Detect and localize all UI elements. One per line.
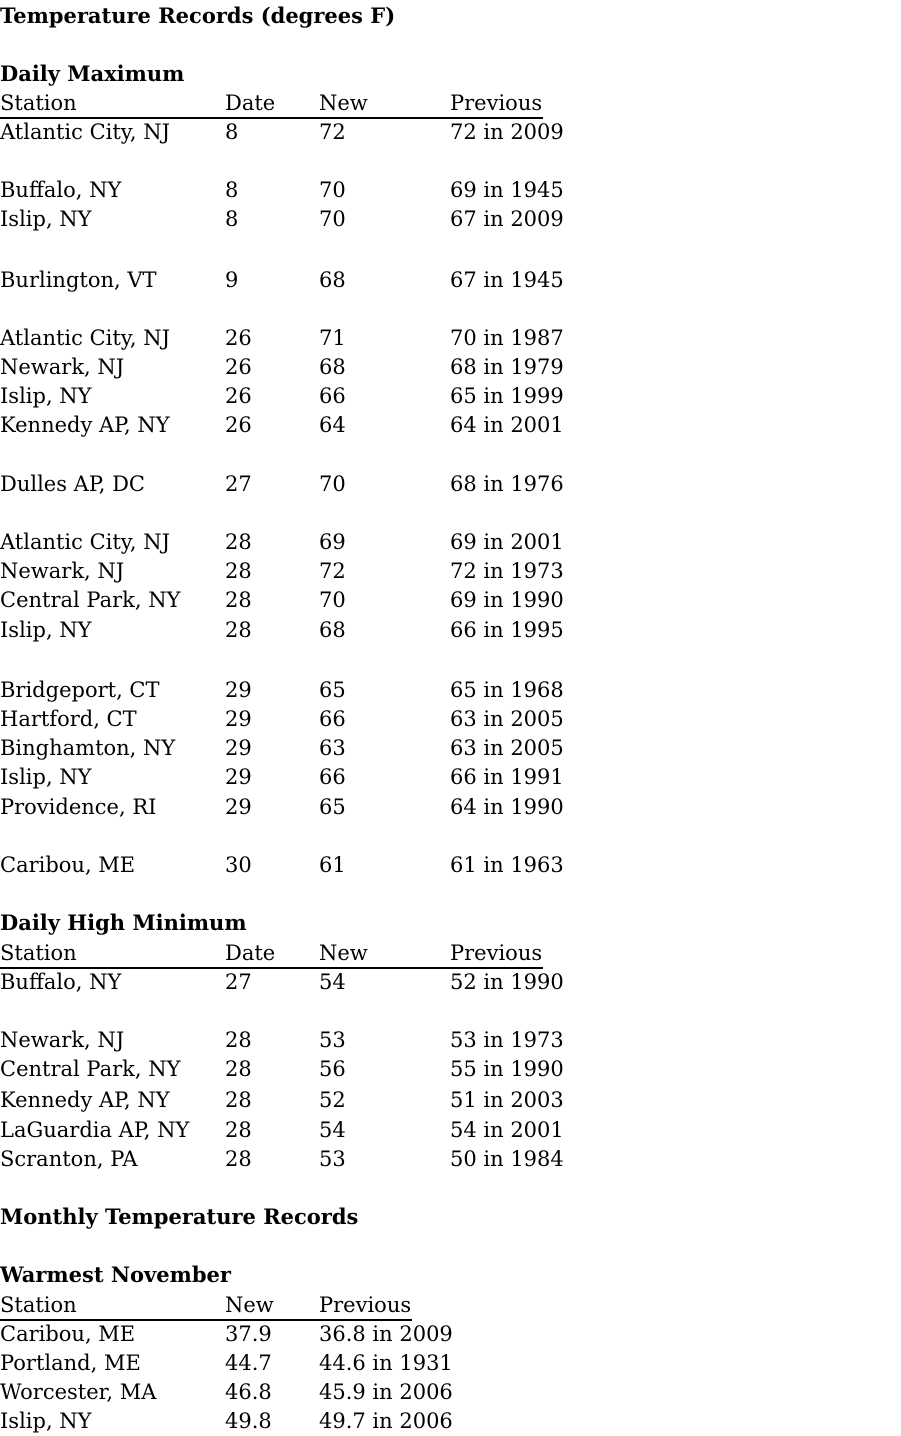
daily-maximum-cell: 26 xyxy=(225,355,252,379)
daily-maximum-cell: 29 xyxy=(225,736,252,760)
daily-high-minimum-heading: Daily High Minimum xyxy=(0,910,247,935)
daily-maximum-cell: 65 in 1968 xyxy=(450,678,564,702)
daily-maximum-cell: 70 xyxy=(319,588,346,612)
daily-high-minimum-cell: 55 in 1990 xyxy=(450,1057,564,1081)
daily-high-minimum-cell: 54 in 2001 xyxy=(450,1118,564,1142)
daily-high-minimum-cell: 53 xyxy=(319,1147,346,1171)
daily-maximum-cell: 72 in 2009 xyxy=(450,120,564,144)
daily-maximum-cell: 29 xyxy=(225,707,252,731)
daily-high-minimum-cell: 28 xyxy=(225,1028,252,1052)
daily-maximum-cell: 70 in 1987 xyxy=(450,326,564,350)
daily-high-minimum-cell: 28 xyxy=(225,1057,252,1081)
daily-maximum-cell: 70 xyxy=(319,472,346,496)
daily-maximum-cell: 63 xyxy=(319,736,346,760)
daily-maximum-cell: 66 xyxy=(319,707,346,731)
daily-high-minimum-cell: Buffalo, NY xyxy=(0,970,122,994)
warmest-november-cell: 45.9 in 2006 xyxy=(319,1380,453,1404)
daily-maximum-cell: 63 in 2005 xyxy=(450,736,564,760)
daily-maximum-cell: 27 xyxy=(225,472,252,496)
warmest-november-cell: Islip, NY xyxy=(0,1409,92,1433)
daily-maximum-cell: 68 in 1976 xyxy=(450,472,564,496)
daily-maximum-cell: Bridgeport, CT xyxy=(0,678,160,702)
daily-maximum-cell: 63 in 2005 xyxy=(450,707,564,731)
daily-maximum-cell: 64 in 1990 xyxy=(450,795,564,819)
daily-maximum-cell: 28 xyxy=(225,559,252,583)
daily-maximum-cell: 69 in 2001 xyxy=(450,530,564,554)
daily-maximum-cell: 65 xyxy=(319,678,346,702)
page-title: Temperature Records (degrees F) xyxy=(0,3,396,28)
daily-maximum-cell: Burlington, VT xyxy=(0,268,157,292)
daily-high-minimum-cell: Kennedy AP, NY xyxy=(0,1088,170,1112)
daily-high-minimum-cell: 53 in 1973 xyxy=(450,1028,564,1052)
daily-maximum-cell: Atlantic City, NJ xyxy=(0,120,171,144)
warmest-november-cell: 36.8 in 2009 xyxy=(319,1322,453,1346)
daily-high-minimum-cell: Central Park, NY xyxy=(0,1057,181,1081)
daily-maximum-column-header: Station xyxy=(0,91,77,115)
daily-maximum-cell: Atlantic City, NJ xyxy=(0,326,171,350)
warmest-november-cell: 49.8 xyxy=(225,1409,272,1433)
daily-maximum-cell: 70 xyxy=(319,178,346,202)
daily-maximum-cell: 72 xyxy=(319,120,346,144)
daily-maximum-cell: 28 xyxy=(225,588,252,612)
daily-maximum-cell: 69 in 1945 xyxy=(450,178,564,202)
daily-maximum-cell: 68 xyxy=(319,618,346,642)
daily-high-minimum-cell: 52 xyxy=(319,1088,346,1112)
daily-maximum-cell: 9 xyxy=(225,268,239,292)
daily-maximum-cell: 8 xyxy=(225,207,239,231)
daily-maximum-cell: 66 xyxy=(319,384,346,408)
daily-maximum-cell: 29 xyxy=(225,795,252,819)
daily-maximum-cell: 72 xyxy=(319,559,346,583)
daily-maximum-cell: Newark, NJ xyxy=(0,559,125,583)
daily-maximum-cell: 67 in 1945 xyxy=(450,268,564,292)
daily-maximum-cell: 68 xyxy=(319,268,346,292)
warmest-november-cell: 46.8 xyxy=(225,1380,272,1404)
daily-maximum-heading: Daily Maximum xyxy=(0,61,185,86)
daily-maximum-cell: 66 xyxy=(319,765,346,789)
daily-maximum-cell: Caribou, ME xyxy=(0,853,136,877)
daily-maximum-cell: 61 in 1963 xyxy=(450,853,564,877)
daily-maximum-cell: 26 xyxy=(225,413,252,437)
daily-maximum-cell: 69 in 1990 xyxy=(450,588,564,612)
warmest-november-cell: Caribou, ME xyxy=(0,1322,136,1346)
daily-high-minimum-column-header: Previous xyxy=(450,941,543,965)
daily-maximum-cell: Dulles AP, DC xyxy=(0,472,145,496)
daily-high-minimum-cell: 51 in 2003 xyxy=(450,1088,564,1112)
warmest-november-column-header: Station xyxy=(0,1293,77,1317)
monthly-records-heading: Monthly Temperature Records xyxy=(0,1204,359,1229)
daily-maximum-cell: 61 xyxy=(319,853,346,877)
daily-high-minimum-cell: 50 in 1984 xyxy=(450,1147,564,1171)
daily-high-minimum-cell: 56 xyxy=(319,1057,346,1081)
daily-maximum-cell: 8 xyxy=(225,120,239,144)
daily-maximum-cell: 66 in 1995 xyxy=(450,618,564,642)
daily-maximum-cell: Hartford, CT xyxy=(0,707,137,731)
daily-maximum-cell: Newark, NJ xyxy=(0,355,125,379)
daily-maximum-cell: 29 xyxy=(225,765,252,789)
daily-maximum-cell: 67 in 2009 xyxy=(450,207,564,231)
daily-maximum-cell: Binghamton, NY xyxy=(0,736,176,760)
daily-maximum-cell: 72 in 1973 xyxy=(450,559,564,583)
warmest-november-column-header: Previous xyxy=(319,1293,412,1317)
daily-high-minimum-cell: 54 xyxy=(319,970,346,994)
daily-maximum-cell: 66 in 1991 xyxy=(450,765,564,789)
daily-maximum-cell: 26 xyxy=(225,384,252,408)
daily-maximum-cell: 69 xyxy=(319,530,346,554)
daily-high-minimum-cell: Scranton, PA xyxy=(0,1147,138,1171)
daily-high-minimum-cell: LaGuardia AP, NY xyxy=(0,1118,190,1142)
warmest-november-cell: Portland, ME xyxy=(0,1351,141,1375)
warmest-november-cell: Worcester, MA xyxy=(0,1380,157,1404)
daily-maximum-cell: 26 xyxy=(225,326,252,350)
daily-high-minimum-cell: 28 xyxy=(225,1088,252,1112)
warmest-november-cell: 44.6 in 1931 xyxy=(319,1351,453,1375)
daily-high-minimum-column-header: Station xyxy=(0,941,77,965)
daily-maximum-cell: Islip, NY xyxy=(0,618,92,642)
daily-maximum-cell: 68 in 1979 xyxy=(450,355,564,379)
daily-high-minimum-cell: 27 xyxy=(225,970,252,994)
daily-maximum-cell: Buffalo, NY xyxy=(0,178,122,202)
daily-maximum-column-header: Date xyxy=(225,91,276,115)
daily-high-minimum-cell: 28 xyxy=(225,1118,252,1142)
daily-maximum-column-header: Previous xyxy=(450,91,543,115)
daily-maximum-cell: 70 xyxy=(319,207,346,231)
warmest-november-column-header: New xyxy=(225,1293,274,1317)
daily-maximum-cell: Islip, NY xyxy=(0,384,92,408)
warmest-november-cell: 44.7 xyxy=(225,1351,272,1375)
daily-maximum-cell: 64 xyxy=(319,413,346,437)
warmest-november-cell: 37.9 xyxy=(225,1322,272,1346)
daily-maximum-cell: 71 xyxy=(319,326,346,350)
daily-maximum-cell: 30 xyxy=(225,853,252,877)
warmest-november-heading: Warmest November xyxy=(0,1262,231,1287)
daily-maximum-cell: Providence, RI xyxy=(0,795,157,819)
daily-high-minimum-cell: 28 xyxy=(225,1147,252,1171)
daily-maximum-cell: 68 xyxy=(319,355,346,379)
daily-maximum-cell: 65 xyxy=(319,795,346,819)
daily-maximum-cell: 28 xyxy=(225,530,252,554)
warmest-november-cell: 49.7 in 2006 xyxy=(319,1409,453,1433)
daily-high-minimum-column-header: Date xyxy=(225,941,276,965)
daily-high-minimum-cell: 54 xyxy=(319,1118,346,1142)
daily-high-minimum-cell: 52 in 1990 xyxy=(450,970,564,994)
daily-maximum-cell: 8 xyxy=(225,178,239,202)
daily-maximum-cell: Atlantic City, NJ xyxy=(0,530,171,554)
daily-maximum-cell: 28 xyxy=(225,618,252,642)
daily-maximum-cell: 65 in 1999 xyxy=(450,384,564,408)
daily-maximum-cell: Kennedy AP, NY xyxy=(0,413,170,437)
daily-high-minimum-column-header: New xyxy=(319,941,368,965)
daily-maximum-cell: Central Park, NY xyxy=(0,588,181,612)
daily-maximum-column-header: New xyxy=(319,91,368,115)
daily-maximum-cell: 29 xyxy=(225,678,252,702)
daily-high-minimum-cell: Newark, NJ xyxy=(0,1028,125,1052)
daily-maximum-cell: Islip, NY xyxy=(0,207,92,231)
daily-maximum-cell: 64 in 2001 xyxy=(450,413,564,437)
daily-high-minimum-cell: 53 xyxy=(319,1028,346,1052)
daily-maximum-cell: Islip, NY xyxy=(0,765,92,789)
